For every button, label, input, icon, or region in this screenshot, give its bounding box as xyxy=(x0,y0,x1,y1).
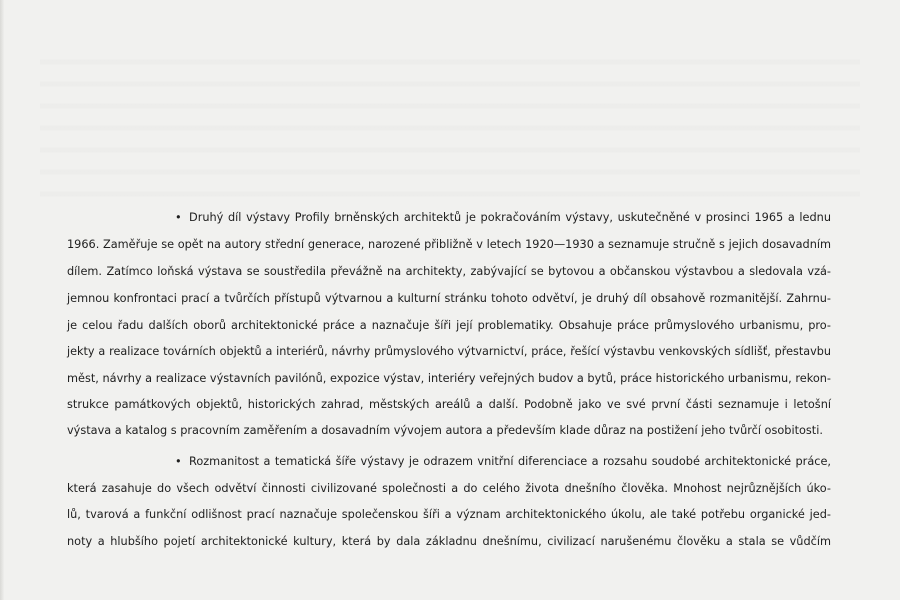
paragraph-1-line-6: jekty a realizace továrních objektů a interiérů, návrhy průmyslového výtvarnictví, práce, řešící výstavbu venkovských sídlišť, přestavbu xyxy=(67,345,831,358)
paragraph-2-line-3: lů, tvarová a funkční odlišnost prací naznačuje společenskou šíři a význam architektonického úkolu, ale také potřebu organické jed- xyxy=(67,508,831,521)
bullet-point: • xyxy=(175,211,182,224)
paragraph-1-line-8: strukce památkových objektů, historických zahrad, městských areálů a další. Podobně jako ve své první části seznamuje i letošní xyxy=(67,398,831,411)
paragraph-1-line-9: výstava a katalog s pracovním zaměřením a dosavadním vývojem autora a především klade důraz na postižení jeho tvůrčí osobitosti. xyxy=(67,424,823,437)
page-binding-edge xyxy=(0,0,4,600)
paragraph-1-line-4: jemnou konfrontaci prací a tvůrčích přístupů výtvarnou a kulturní stránku tohoto odvětví, je druhý díl obsahově rozmanitější. Zahrnu- xyxy=(67,292,831,305)
paragraph-1-line-3: dílem. Zatímco loňská výstava se soustředila převážně na architekty, zabývající se bytovou a občanskou výstavbou a sledovala vzá- xyxy=(67,265,831,278)
paragraph-2-line-4: noty a hlubšího pojetí architektonické kultury, která by dala základnu dnešnímu, civilizací narušenému člověku a stala se vůdčím xyxy=(67,535,831,548)
paragraph-1-line-1 xyxy=(175,211,831,225)
bullet-point: • xyxy=(175,455,182,468)
paragraph-1-line-7: měst, návrhy a realizace výstavních pavilónů, expozice výstav, interiéry veřejných budov a bytů, práce historického urbanismu, rekon- xyxy=(67,372,831,385)
paragraph-2-line-2: která zasahuje do všech odvětví činnosti civilizované společnosti a do celého života dnešního člověka. Mnohost nejrůznějších úko- xyxy=(67,482,831,495)
paragraph-1-line-5: je celou řadu dalších oborů architektonické práce a naznačuje šíři její problematiky. Obsahuje práce průmyslového urbanismu, pro- xyxy=(67,319,831,332)
text-line: Rozmanitost a tematická šíře výstavy je odrazem vnitřní diferenciace a rozsahu soudobé architektonické práce, xyxy=(189,455,831,468)
reverse-side-bleed-through xyxy=(40,50,860,200)
paragraph-1-line-2: 1966. Zaměřuje se opět na autory střední generace, narozené přibližně v letech 1920—1930 a seznamuje stručně s jejich dosavadním xyxy=(67,238,831,251)
text-line: Druhý díl výstavy Profily brněnských architektů je pokračováním výstavy, uskutečněné v prosinci 1965 a lednu xyxy=(189,211,831,224)
paragraph-2-line-1 xyxy=(175,455,831,469)
